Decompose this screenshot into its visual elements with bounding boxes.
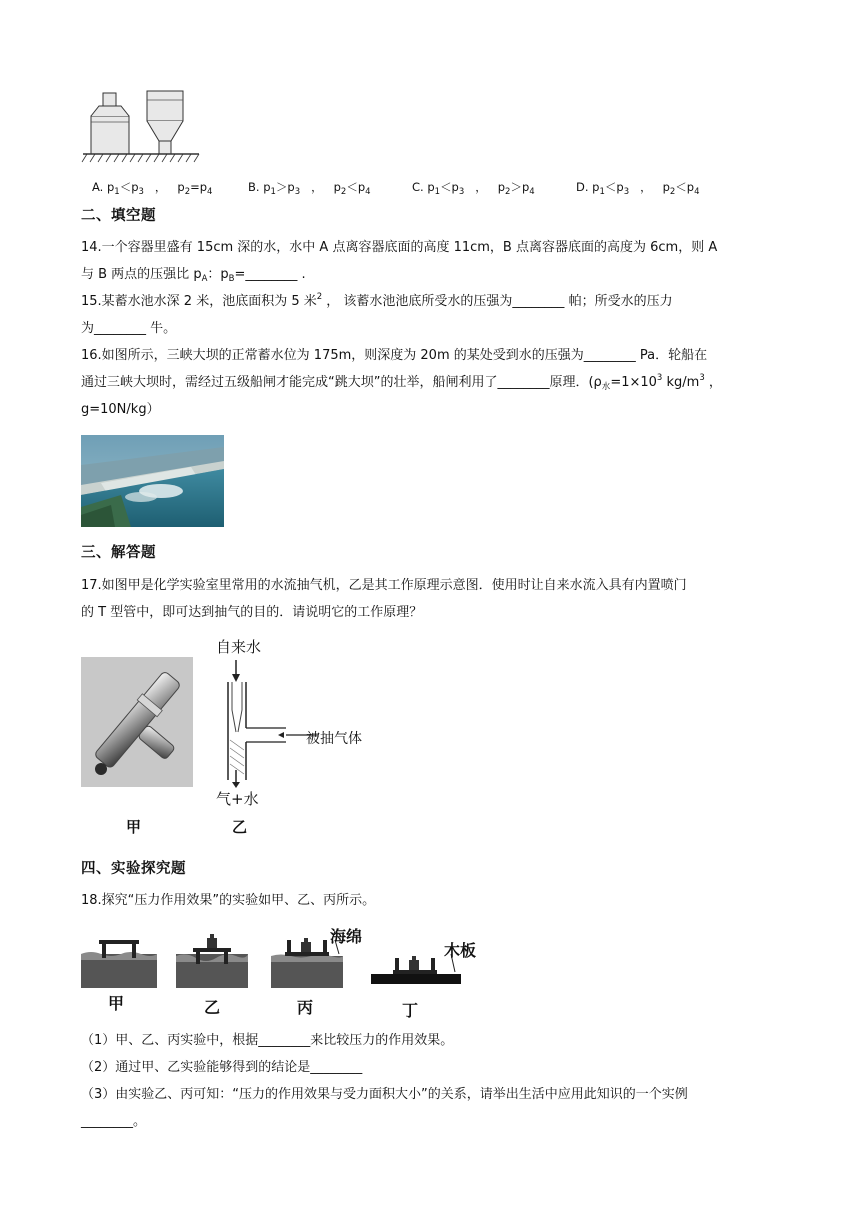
q16-line-3: g=10N/kg） [81, 402, 160, 417]
aspirator-schematic [214, 660, 334, 780]
q13-option-d: D. $p_1<p_3$ ， $p_2<p_4$ [576, 180, 700, 197]
q15-line-2: 为________ 牛。 [81, 321, 177, 336]
q13-option-c: C. $p_1<p_3$ ， $p_2>p_4$ [412, 180, 535, 197]
section-title-fill-blank: 二、填空题 [81, 208, 156, 224]
section-title-experiment: 四、实验探究题 [81, 861, 186, 877]
q16-line-1: 16.如图所示，三峡大坝的正常蓄水位为 175m，则深度为 20m 的某处受到水的压强为________ Pa．轮船在 [81, 348, 708, 363]
label-extracted-gas: 被抽气体 [306, 731, 362, 747]
water-aspirator-photo [81, 657, 193, 787]
three-gorges-dam-photo [81, 435, 224, 527]
q13-container-figure [81, 86, 201, 166]
q17-line-1: 17.如图甲是化学实验室里常用的水流抽气机，乙是其工作原理示意图．使用时让自来水流入具有内置喷门 [81, 578, 687, 593]
q15-line-1: 15.某蓄水池水深 2 米，池底面积为 5 米$^2$ ， 该蓄水池池底所受水的压强为________ 帕；所受水的压力 [81, 292, 673, 309]
q18-label-ding: 丁 [402, 1001, 419, 1020]
q18-part-3: （3）由实验乙、丙可知：“压力的作用效果与受力面积大小”的关系，请举出生活中应用此知识的一个实例 [81, 1087, 688, 1102]
q18-label-yi: 乙 [204, 998, 221, 1017]
label-gas-water: 气+水 [216, 790, 259, 808]
q18-label-jia: 甲 [108, 994, 125, 1013]
q17-line-2: 的 T 型管中，即可达到抽气的目的．请说明它的工作原理？ [81, 605, 423, 620]
q13-option-a: A. $p_1<p_3$ ， $p_2=p_4$ [92, 180, 213, 197]
q18-part-1: （1）甲、乙、丙实验中，根据________来比较压力的作用效果。 [81, 1033, 454, 1048]
q18-label-bing: 丙 [297, 998, 314, 1017]
outflow-arrow [226, 770, 246, 788]
q17-label-yi: 乙 [232, 818, 248, 836]
q18-part-2: （2）通过甲、乙实验能够得到的结论是________ [81, 1060, 363, 1075]
label-sponge: 海绵 [330, 927, 363, 946]
q14-line-2: 与 B 两点的压强比 $p_A$：$p_B=\_\_\_\_\_\_\_\_$ . [81, 267, 306, 284]
q14-line-1: 14.一个容器里盛有 15cm 深的水，水中 A 点离容器底面的高度 11cm，B 点离容器底面的高度为 6cm，则 A [81, 240, 718, 255]
q13-option-b: B. $p_1>p_3$ ， $p_2<p_4$ [248, 180, 371, 197]
label-board: 木板 [444, 941, 477, 960]
q17-label-jia: 甲 [126, 818, 142, 836]
q16-line-2: 通过三峡大坝时，需经过五级船闸才能完成“跳大坝”的壮举，船闸利用了________原理．($\rho_水=1\times 10^3$ $kg/m^3$ ， [81, 373, 722, 392]
q18-intro: 18.探究“压力作用效果”的实验如甲、乙、丙所示。 [81, 893, 376, 908]
section-title-answer: 三、解答题 [81, 545, 156, 561]
pressure-experiment-figure [81, 926, 481, 988]
label-tap-water: 自来水 [216, 638, 262, 656]
q18-part-3-blank: ________。 [81, 1114, 147, 1129]
